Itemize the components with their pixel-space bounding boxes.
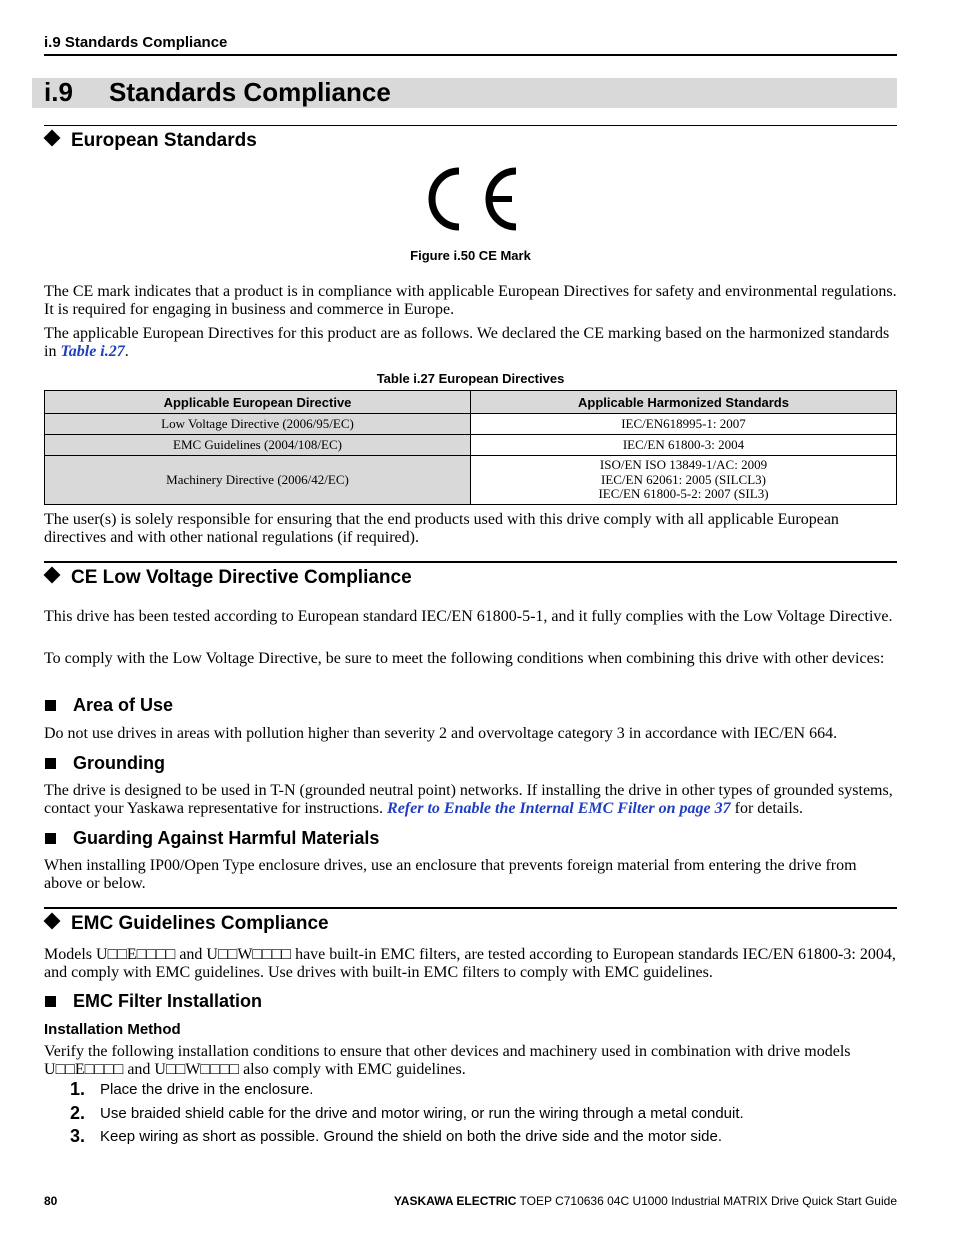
section-rule — [44, 561, 897, 563]
column-header: Applicable Harmonized Standards — [471, 391, 897, 414]
figure-caption: Figure i.50 CE Mark — [410, 248, 531, 263]
responsibility-paragraph: The user(s) is solely responsible for ensuring that the end products used with this drive comply with all applicable European directives and with other national regulations (if required). — [44, 511, 839, 546]
area-of-use-text: Do not use drives in areas with pollution higher than severity 2 and overvoltage category 3 in accordance with IEC/EN 664. — [44, 725, 838, 742]
heading-european-standards: European Standards — [44, 130, 257, 152]
table-row — [45, 456, 897, 505]
directive-cell: Low Voltage Directive (2006/95/EC) — [45, 414, 471, 435]
model-code: □□W□□□□ — [165, 1060, 240, 1078]
chapter-title-text: Standards Compliance — [109, 77, 391, 107]
directive-cell: EMC Guidelines (2004/108/EC) — [45, 435, 471, 456]
standards-cell: ISO/EN ISO 13849-1/AC: 2009 IEC/EN 62061: 2005 (SILCL3) IEC/EN 61800-5-2: 2007 (SIL3) — [471, 456, 897, 505]
column-header: Applicable European Directive — [45, 391, 471, 414]
emc-paragraph: Models U□□E□□□□ and U□□W□□□□ have built-in EMC filters, are tested according to European standards IEC/EN 61800-3: 2004, and comply with EMC guidelines. Use drives with built-in EMC filters to comply with EMC guidelines. — [44, 946, 896, 981]
european-directives-table — [44, 390, 897, 505]
page-number: 80 — [44, 1194, 58, 1208]
heading-ce-low-voltage: CE Low Voltage Directive Compliance — [44, 567, 412, 589]
ce-mark-paragraph: The CE mark indicates that a product is in compliance with applicable European Directives for safety and environmental regulations. It is required for engaging in business and commerce in Europe. — [44, 283, 897, 318]
square-bullet-icon — [45, 996, 56, 1007]
lvd-paragraph-2: To comply with the Low Voltage Directive, be sure to meet the following conditions when combining this drive with other devices: — [44, 650, 885, 667]
chapter-title — [44, 77, 391, 108]
heading-guarding: Guarding Against Harmful Materials — [44, 828, 379, 849]
step-text: Place the drive in the enclosure. — [100, 1081, 314, 1098]
step-number: 3. — [70, 1126, 86, 1146]
model-code: □□W□□□□ — [217, 946, 292, 963]
ce-mark-logo — [420, 164, 520, 234]
directives-paragraph: The applicable European Directives for this product are as follows. We declared the CE marking based on the harmonized standards in Table i.27. — [44, 325, 890, 360]
table-header-row — [45, 391, 897, 414]
section-rule — [44, 125, 897, 126]
installation-paragraph: Verify the following installation conditions to ensure that other devices and machinery used in combination with drive models U□□E□□□□ and U□□W□□□□ also comply with EMC guidelines. — [44, 1043, 851, 1078]
square-bullet-icon — [45, 833, 56, 844]
running-head: i.9 Standards Compliance — [44, 34, 228, 51]
heading-installation-method: Installation Method — [44, 1021, 181, 1038]
heading-emc-guidelines: EMC Guidelines Compliance — [44, 913, 329, 935]
diamond-bullet-icon — [44, 567, 61, 584]
standards-cell: IEC/EN 61800-3: 2004 — [471, 435, 897, 456]
footer-doc-info — [394, 1194, 897, 1208]
step-number: 1. — [70, 1079, 86, 1099]
table-link[interactable]: Table i.27 — [60, 342, 125, 360]
square-bullet-icon — [45, 700, 56, 711]
footer-brand: YASKAWA ELECTRIC — [393, 1194, 517, 1208]
heading-emc-filter-installation: EMC Filter Installation — [44, 991, 262, 1012]
header-rule — [44, 54, 897, 56]
heading-grounding: Grounding — [44, 753, 165, 774]
model-code: □□E□□□□ — [107, 946, 176, 963]
step-text: Keep wiring as short as possible. Ground the shield on both the drive side and the motor side. — [100, 1128, 723, 1145]
diamond-bullet-icon — [44, 130, 61, 147]
footer-doc-title: TOEP C710636 04C U1000 Industrial MATRIX Drive Quick Start Guide — [516, 1194, 897, 1208]
table-caption: Table i.27 European Directives — [376, 371, 565, 386]
standards-cell: IEC/EN618995-1: 2007 — [471, 414, 897, 435]
heading-area-of-use: Area of Use — [44, 695, 173, 716]
lvd-paragraph-1: This drive has been tested according to European standard IEC/EN 61800-5-1, and it fully complies with the Low Voltage Directive. — [44, 608, 893, 625]
table-row — [45, 414, 897, 435]
grounding-text: The drive is designed to be used in T-N (grounded neutral point) networks. If installing the drive in other types of grounded systems, contact your Yaskawa representative for instructions. Refer to Enable the Internal EMC Filter on page 37 for details. — [44, 782, 893, 817]
chapter-number: i.9 — [44, 77, 73, 107]
model-code: □□E□□□□ — [55, 1060, 124, 1078]
step-number: 2. — [70, 1103, 86, 1123]
table-row — [45, 435, 897, 456]
step-text: Use braided shield cable for the drive and motor wiring, or run the wiring through a metal conduit. — [100, 1105, 744, 1122]
guarding-text: When installing IP00/Open Type enclosure drives, use an enclosure that prevents foreign material from entering the drive from above or below. — [44, 857, 857, 892]
diamond-bullet-icon — [44, 913, 61, 930]
emc-filter-link[interactable]: Refer to Enable the Internal EMC Filter on page 37 — [387, 799, 731, 817]
section-rule — [44, 907, 897, 909]
square-bullet-icon — [45, 758, 56, 769]
directive-cell: Machinery Directive (2006/42/EC) — [45, 456, 471, 505]
